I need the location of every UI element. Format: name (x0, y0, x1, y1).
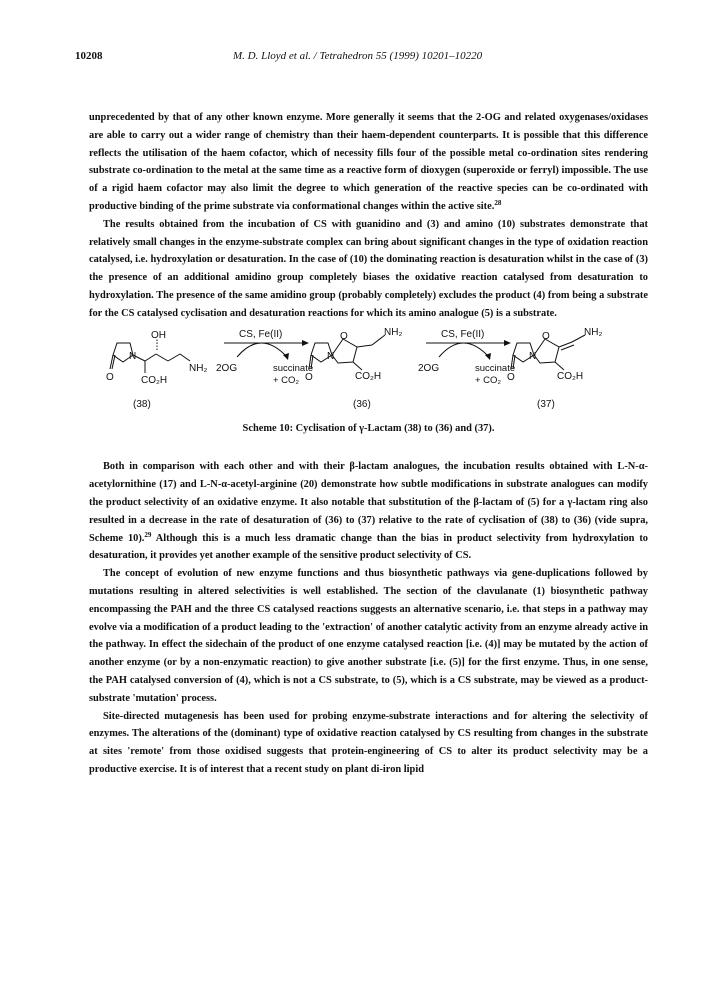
oxazolidine-ring-37 (534, 339, 559, 363)
paragraph-1-text: unprecedented by that of any other known enzyme. More generally it seems that the 2-OG and related oxygenases/oxidases are able to carry out a wider range of chemistry than their haem-dependent counterparts. It is possible that this difference reflects the utilisation of the haem cofactor, which of necessity fills four of the possible metal co-ordination sites rendering substrate co-ordination to the metal at the same time as a reactive form of dioxygen (superoxide or ferryl) impossible. The use of a rigid haem cofactor may also limit the degree to which generation of the reactive species can be co-ordinated with productive binding of the prime substrate via conformational changes within the active site. (89, 112, 648, 212)
scheme-caption: Scheme 10: Cyclisation of γ-Lactam (38) to (36) and (37). (242, 422, 495, 434)
running-title: M. D. Lloyd et al. / Tetrahedron 55 (1999) 10201–10220 (233, 50, 483, 62)
reagent-label-1: CS, Fe(II) (239, 328, 283, 340)
acid-label-36: CO₂H (355, 370, 382, 382)
paragraph-3-text: Both in comparison with each other and with their β-lactam analogues, the incubation results obtained with L-N-α-acetylornithine (17) and L-N-α-acetyl-arginine (20) demonstrate how subtle modifications in substrate analogues can modify the product selectivity of an oxidative enzyme. It also notable that substitution of the β-lactam of (5) for a γ-lactam ring also resulted in a decrease in the rate of desaturation of (36) to (37) relative to the rate of cyclisation of (38) to (36) (vide supra, Scheme 10). (89, 461, 648, 544)
oxygen-label-36: O (305, 371, 313, 383)
nitrogen-label-38: N (129, 350, 137, 362)
hydroxyl-label-38: OH (151, 329, 166, 341)
paragraph-2: The results obtained from the incubation of CS with guanidino and (3) and amino (10) substrates demonstrate that relatively small changes in the enzyme-substrate complex can bring about significant changes in the type of oxidation reaction catalysed, i.e. hydroxylation or desaturation. In the case of (10) the dominating reaction is desaturation whilst in the case of (3) the presence of an additional amidino group completely biases the oxidative reaction catalysed from desaturation to hydroxylation. The presence of the same amidino group (probably completely) excludes the product (4) from being a substrate for the CS catalysed cyclisation and desaturation reactions for which its amino analogue (5) is a substrate. (89, 218, 648, 319)
amine-label-37: NH₂ (584, 326, 603, 338)
cosubstrate-2og-2: 2OG (418, 362, 440, 374)
acid-label-37: CO₂H (557, 370, 584, 382)
cofactor-curve-2 (439, 343, 489, 357)
reagent-label-2: CS, Fe(II) (441, 328, 485, 340)
paragraph-5: Site-directed mutagenesis has been used for probing enzyme-substrate interactions and for altering the selectivity of enzymes. The alterations of the (dominant) type of oxidative reaction catalysed by CS resulting from changes in the substrate at sites 'remote' from those oxidised suggests that protein-engineering of CS to alter its product selectivity may be a productive exercise. It is of interest that a recent study on plant di-iron lipid (89, 710, 648, 775)
oxygen-label-38: O (106, 371, 114, 383)
compound-number-36: (36) (353, 398, 371, 410)
paragraph-4: The concept of evolution of new enzyme functions and thus biosynthetic pathways via gene-duplications followed by mutations resulting in altered selectivities is well established. The section of the clavulanate (1) biosynthetic pathway encompassing the PAH and the three CS catalysed reactions suggests an alternative scenario, i.e. that steps in a pathway may evolve via a modification of a product leading to the 'extraction' of another catalytic activity from an enzyme already active in the pathway. In effect the sidechain of the product of one enzyme catalysed reaction [i.e. (4)] may be mutated by the action of another enzyme (or by a non-enzymatic reaction) to give another substrate [i.e. (5)] for the first enzyme. Thus, in one sense, the PAH catalysed conversion of (4), which is not a CS substrate, to (5), which is a CS substrate, may be viewed as a product-substrate 'mutation' process. (89, 568, 648, 704)
amine-label-36: NH₂ (384, 326, 403, 338)
byproduct-co2-2: + CO₂ (475, 374, 502, 386)
paragraph-1 (89, 109, 648, 216)
article-body (89, 109, 648, 779)
reference-28: 28 (494, 198, 502, 207)
nitrogen-label-36: N (327, 350, 335, 362)
byproduct-co2-1: + CO₂ (273, 374, 300, 386)
oxygen-ring-label-37: O (542, 330, 550, 342)
page-number: 10208 (75, 50, 103, 62)
acid-label-38: CO₂H (141, 374, 168, 386)
oxygen-label-37: O (507, 371, 515, 383)
arrowhead-2 (504, 340, 511, 346)
arrowhead-1 (302, 340, 309, 346)
scheme-10-diagram (89, 325, 648, 420)
cofactor-curve-1 (237, 343, 287, 357)
paragraph-3 (89, 458, 648, 565)
oxazolidine-ring-36 (332, 339, 357, 363)
byproduct-succinate-2: succinate (475, 362, 516, 374)
paragraph-3-text-continued: Although this is a much less dramatic change than the bias in product selectivity from hydroxylation to desaturation, it provides yet another example of the sensitive product selectivity of CS. (89, 532, 648, 562)
compound-number-38: (38) (133, 398, 151, 410)
reference-29: 29 (144, 530, 152, 539)
nitrogen-label-37: N (529, 350, 537, 362)
byproduct-succinate-1: succinate (273, 362, 314, 374)
oxygen-ring-label-36: O (340, 330, 348, 342)
cosubstrate-2og-1: 2OG (216, 362, 238, 374)
compound-number-37: (37) (537, 398, 555, 410)
page-header (75, 50, 649, 64)
reaction-scheme (89, 325, 648, 420)
amine-label-38: NH₂ (189, 362, 208, 374)
